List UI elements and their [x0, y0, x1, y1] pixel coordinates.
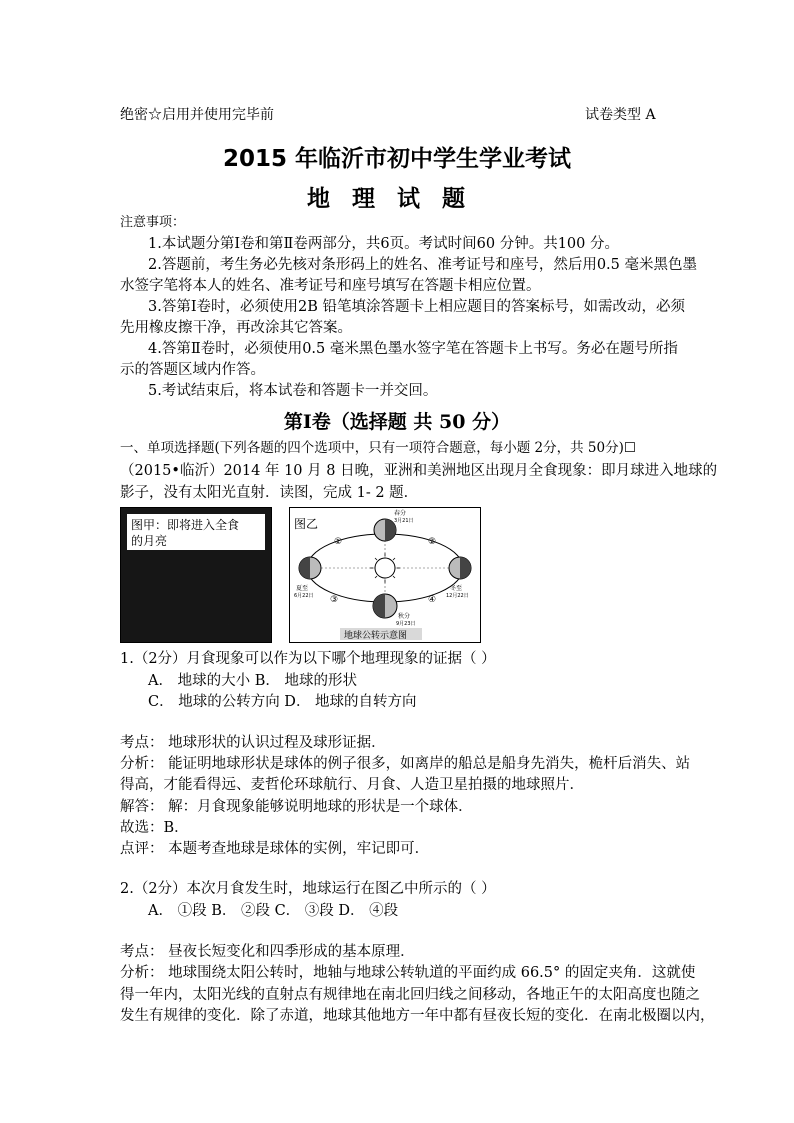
subject-title: 地理试题	[307, 186, 487, 212]
section-instruction: 一、单项选择题(下列各题的四个选项中，只有一项符合题意，每小题 2分，共 50分)☐	[120, 440, 636, 456]
winter-date: 12月22日	[446, 593, 469, 599]
note-line: 先用橡皮擦干净，再改涂其它答案。	[120, 320, 352, 336]
q1-solution: 解答： 解：月食现象能够说明地球的形状是一个球体．	[120, 799, 473, 815]
exam-title: 2015 年临沂市初中学生学业考试	[222, 146, 572, 172]
q1-comment: 点评： 本题考查地球是球体的实例，牢记即可．	[120, 841, 430, 857]
spring-date: 3月21日	[394, 518, 414, 524]
q2-analysis: 分析： 地球围绕太阳公转时，地轴与地球公转轨道的平面约成 66.5° 的固定夹角．这就使	[120, 965, 696, 981]
sun-icon	[375, 558, 395, 578]
note-line: 1.本试题分第Ⅰ卷和第Ⅱ卷两部分，共6页。考试时间60 分钟。共100 分。	[148, 236, 619, 252]
q2-kaodian: 考点： 昼夜长短变化和四季形成的基本原理．	[120, 944, 415, 960]
fig-a-label: 图甲：即将进入全食	[131, 518, 240, 532]
autumn-date: 9月23日	[396, 621, 416, 627]
note-line: 水签字笔将本人的姓名、准考证号和座号填写在答题卡相应位置。	[120, 278, 541, 294]
note-line: 3.答第Ⅰ卷时，必须使用2B 铅笔填涂答题卡上相应题目的答案标号，如需改动，必须	[148, 299, 686, 315]
context-line: 影子，没有太阳光直射．读图，完成 1- 2 题．	[120, 485, 419, 501]
notes-heading: 注意事项：	[120, 215, 186, 230]
winter-label: 冬至	[450, 585, 463, 592]
note-line: 2.答题前，考生务必先核对条形码上的姓名、准考证号和座号，然后用0.5 毫米黑色墨	[148, 257, 698, 273]
fig-a-label: 的月亮	[131, 534, 168, 548]
figure-caption: 地球公转示意图	[344, 631, 408, 641]
figure-earth-revolution	[289, 507, 481, 643]
spring-label: 春分	[394, 510, 407, 517]
context-line: （2015•临沂）2014 年 10 月 8 日晚，亚洲和美洲地区出现月全食现象：即月球进入地球的	[120, 463, 718, 479]
q1-kaodian: 考点： 地球形状的认识过程及球形证据．	[120, 735, 386, 751]
summer-date: 6月22日	[294, 593, 314, 599]
note-line: 5.考试结束后，将本试卷和答题卡一并交回。	[148, 383, 438, 399]
summer-label: 夏至	[296, 585, 309, 592]
q1-analysis: 分析： 能证明地球形状是球体的例子很多，如离岸的船总是船身先消失，桅杆后消失、站	[120, 756, 691, 772]
q2-analysis: 得一年内，太阳光线的直射点有规律地在南北回归线之间移动，各地正午的太阳高度也随之	[120, 987, 700, 1003]
q2-stem: 2.（2分）本次月食发生时，地球运行在图乙中所示的（ ）	[120, 881, 496, 897]
note-line: 示的答题区域内作答。	[120, 362, 265, 378]
paper-type: 试卷类型 A	[585, 107, 656, 123]
q1-analysis: 得高，才能看得远、麦哲伦环球航行、月食、人造卫星拍摄的地球照片．	[120, 777, 584, 793]
figure-lunar-eclipse	[120, 507, 272, 643]
section-title: 第Ⅰ卷（选择题 共 50 分）	[283, 411, 511, 433]
autumn-label: 秋分	[398, 613, 411, 620]
segment-3-label: ③	[330, 595, 339, 605]
q2-options: A． ①段 B． ②段 C． ③段 D． ④段	[148, 903, 399, 919]
q1-stem: 1.（2分）月食现象可以作为以下哪个地理现象的证据（ ）	[120, 651, 496, 667]
q1-options: C． 地球的公转方向 D． 地球的自转方向	[148, 694, 417, 710]
fig-b-label: 图乙	[294, 517, 319, 531]
q1-options: A． 地球的大小 B． 地球的形状	[148, 673, 357, 689]
secret-mark: 绝密☆启用并使用完毕前	[120, 107, 274, 123]
q1-answer: 故选：B．	[120, 820, 189, 836]
segment-2-label: ②	[428, 537, 437, 547]
segment-1-label: ①	[334, 537, 343, 547]
segment-4-label: ④	[428, 595, 437, 605]
q2-analysis: 发生有规律的变化．除了赤道，地球其他地方一年中都有昼夜长短的变化．在南北极圈以内，	[120, 1008, 715, 1024]
note-line: 4.答第Ⅱ卷时，必须使用0.5 毫米黑色墨水签字笔在答题卡上书写。务必在题号所指	[148, 341, 678, 357]
